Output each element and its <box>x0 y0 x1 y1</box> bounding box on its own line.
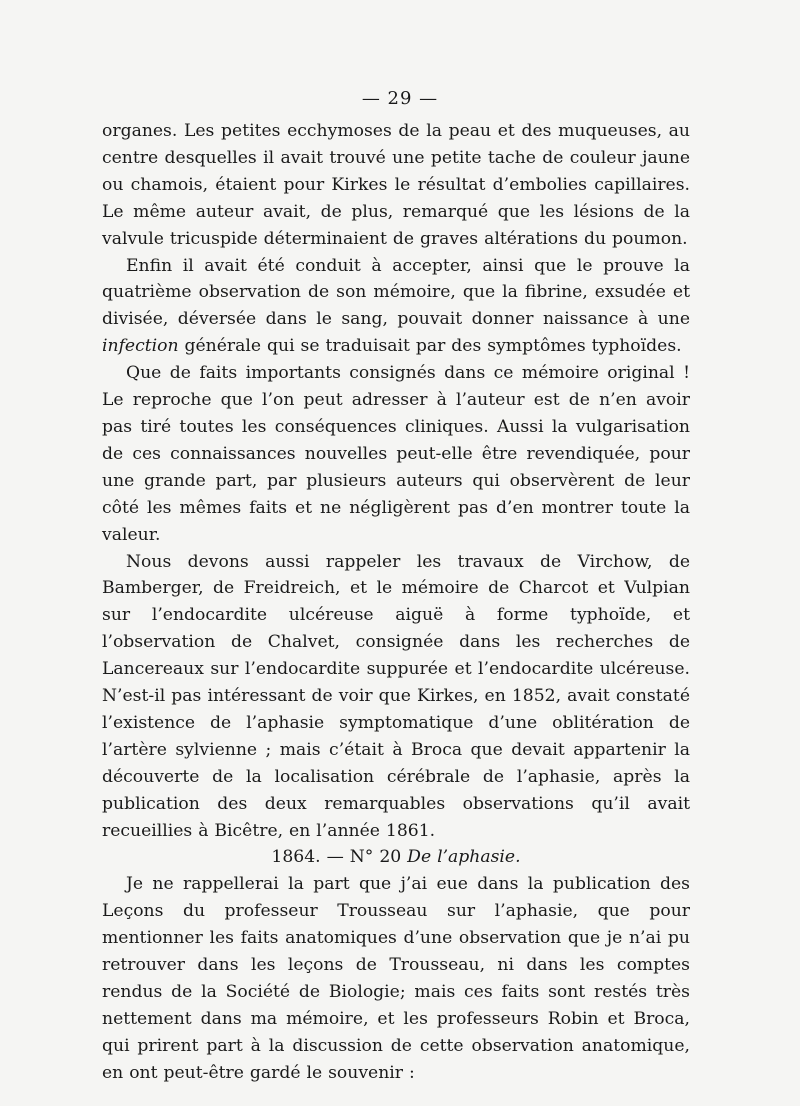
page-number: — 29 — <box>361 88 439 109</box>
paragraph-1: organes. Les petites ecchymoses de la peau et des muqueuses, au centre desquelles il avait trouvé une petite tache de couleur jaune ou chamois, étaient pour Kirkes le résultat d’embolies capillaires. Le même auteur avait, de plus, remarqué que les lésions de la valvule tricuspide déterminaient de graves altérations du poumon. <box>102 121 690 249</box>
section-heading <box>102 844 690 871</box>
paragraph-2-start: Enfin il avait été conduit à accepter, ainsi que le prouve la quatrième observation de son mémoire, que la fibrine, exsudée et divisée, déversée dans le sang, pouvait donner naissance à une <box>102 255 690 330</box>
paragraph-5: Je ne rappellerai la part que j’ai eue dans la publication des Leçons du professeur Trousseau sur l’aphasie, que pour mentionner les faits anatomiques d’une observation que je n’ai pu retrouver dans les leçons de Trousseau, ni dans les comptes rendus de la Société de Biologie; mais ces faits sont restés très nettement dans ma mémoire, et les professeurs Robin et Broca, qui prirent part à la discussion de cette observation anatomique, en ont peut-être gardé le souvenir : <box>102 874 690 1083</box>
body-text <box>102 118 690 1087</box>
paragraph-3: Que de faits importants consignés dans ce mémoire original ! Le reproche que l’on peut adresser à l’auteur est de n’en avoir pas tiré toutes les conséquences cliniques. Aussi la vulgarisation de ces connaissances nouvelles peut-elle être revendiquée, pour une grande part, par plusieurs auteurs qui observèrent de leur côté les mêmes faits et ne négligèrent pas d’en montrer toute la valeur. <box>102 363 690 545</box>
section-heading-title: De l’aphasie. <box>407 847 521 868</box>
paragraph-2-end: générale qui se traduisait par des symptômes typhoïdes. <box>178 336 682 357</box>
paragraph-2 <box>102 253 690 361</box>
paragraph-2-italic: infection <box>102 336 179 357</box>
paragraph-4: Nous devons aussi rappeler les travaux de Virchow, de Bamberger, de Freidreich, et le mémoire de Charcot et Vulpian sur l’endocardite ulcéreuse aiguë à forme typhoïde, et l’observation de Chalvet, consignée dans les recherches de Lancereaux sur l’endocardite suppurée et l’endocardite ulcéreuse. N’est-il pas intéressant de voir que Kirkes, en 1852, avait constaté l’existence de l’aphasie symptomatique d’une oblitération de l’artère sylvienne ; mais c’était à Broca que devait appartenir la découverte de la localisation cérébrale de l’aphasie, après la publication des deux remarquables observations qu’il avait recueillies à Bicêtre, en l’année 1861. <box>102 551 690 841</box>
section-heading-label: 1864. — N° 20 <box>271 847 402 868</box>
